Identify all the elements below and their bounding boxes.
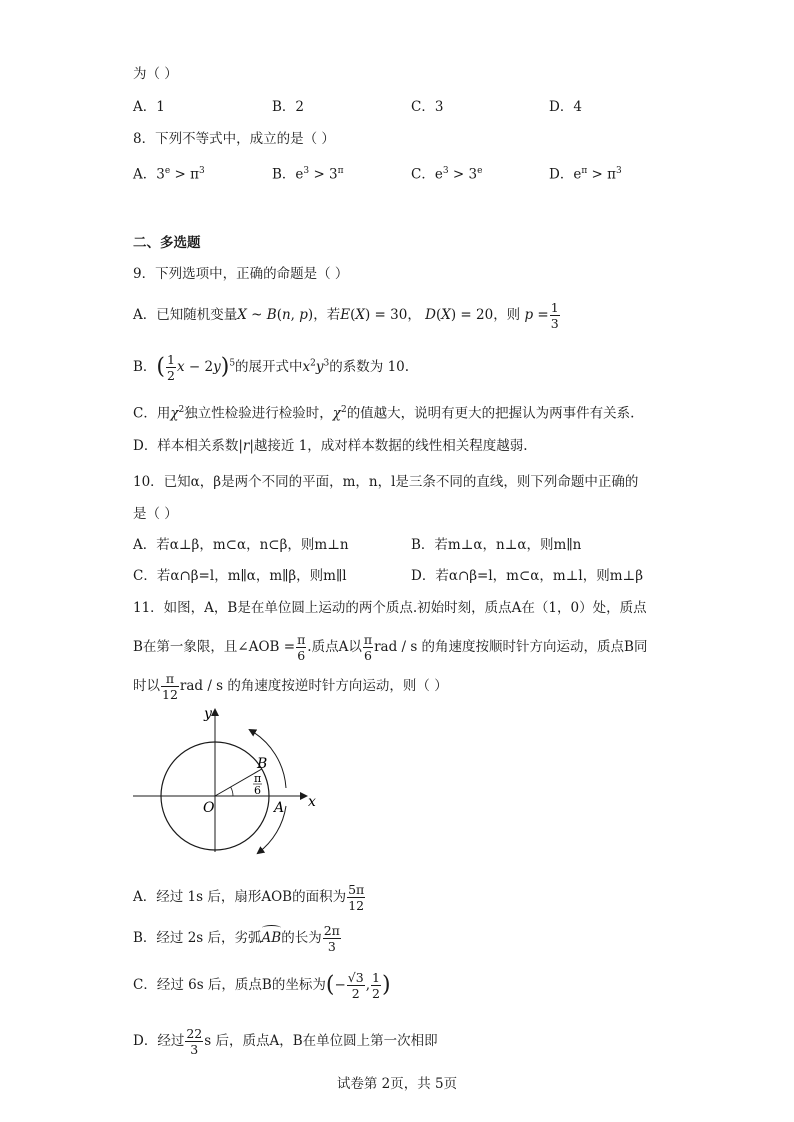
- label-pi: π: [254, 772, 262, 785]
- q11-stem-line2: B在第一象限，且∠AOB = $\frac{\pi}{6}$ .质点A以 $\frac{\pi}{6}$ rad / s 的角速度按顺时针方向运动，质点B同: [133, 632, 648, 663]
- label-six: 6: [254, 784, 261, 797]
- q11-stem-line1: 11．如图，A，B是在单位圆上运动的两个质点.初始时刻，质点A在（1，0）处，质点: [133, 600, 647, 616]
- q11-option-a: A．经过 1s 后，扇形AOB的面积为 $\frac{5\pi}{12}$: [133, 882, 365, 913]
- q11-option-d: D．经过 $\frac{22}{3}$ s 后，质点A，B在单位圆上第一次相即: [133, 1026, 438, 1057]
- q9-option-c: C．用$\chi^2$独立性检验进行检验时，$\chi^2$的值越大，说明有更大的把握认为两事件有关系.: [133, 405, 635, 422]
- q11-option-b: B．经过 2s 后，劣弧AB的长为 $\frac{2\pi}{3}$: [133, 923, 340, 954]
- label-b: B: [257, 756, 268, 772]
- section-title: 二、多选题: [133, 235, 201, 251]
- q10-option-a: A．若α⊥β，m⊂α，n⊂β，则m⊥n: [133, 537, 349, 553]
- q8-option-d: D．$e^\pi > \pi^3$: [549, 166, 622, 183]
- page-footer: 试卷第 2页，共 5页: [336, 1076, 458, 1092]
- q11-option-c: C．经过 6s 后，质点B的坐标为(− $\frac{√3}{2}$ , $\frac{1}{2}$ ): [133, 970, 391, 1001]
- q7-option-c: C．3: [411, 99, 444, 115]
- q7-tail: 为（ ）: [133, 66, 178, 82]
- label-y: y: [204, 706, 212, 722]
- q8-stem: 8．下列不等式中，成立的是（ ）: [133, 131, 335, 147]
- q10-option-c: C．若α∩β=l，m∥α，m∥β，则m∥l: [133, 568, 347, 584]
- q9-option-b: B．( $\frac{1}{2}$ x − 2y)$^5$的展开式中$x^2y^3$的系数为 10.: [133, 352, 410, 383]
- q8-option-a: A．$3^e > \pi^3$: [133, 166, 205, 183]
- q7-option-b: B．2: [272, 99, 305, 115]
- label-o: O: [203, 800, 215, 816]
- q10-stem-line2: 是（ ）: [133, 506, 178, 522]
- q7-option-a: A．1: [133, 99, 165, 115]
- q7-option-d: D．4: [549, 99, 582, 115]
- q10-option-d: D．若α∩β=l，m⊂α，m⊥l，则m⊥β: [411, 568, 644, 584]
- q9-stem: 9．下列选项中，正确的命题是（ ）: [133, 266, 349, 282]
- q10-option-b: B．若m⊥α，n⊥α，则m∥n: [411, 537, 582, 553]
- angle-arc: [231, 787, 233, 796]
- label-x: x: [308, 794, 316, 810]
- q10-stem-line1: 10．已知α，β是两个不同的平面，m，n，l是三条不同的直线，则下列命题中正确的: [133, 474, 639, 490]
- q9-option-a: A．已知随机变量X ~ B(n, p)，若E(X) = 30， D(X) = 20，则 p = $\frac{1}{3}$: [133, 300, 559, 331]
- q8-option-b: B．$e^3 > 3^\pi$: [272, 166, 344, 183]
- q11-stem-line3: 时以 $\frac{\pi}{12}$ rad / s 的角速度按逆时针方向运动，则（ ）: [133, 671, 448, 702]
- label-a: A: [274, 800, 285, 816]
- q8-option-c: C．$e^3 > 3^e$: [411, 166, 483, 183]
- q9-option-d: D．样本相关系数|r|越接近 1，成对样本数据的线性相关程度越弱.: [133, 438, 528, 454]
- unit-circle-figure: [128, 702, 328, 862]
